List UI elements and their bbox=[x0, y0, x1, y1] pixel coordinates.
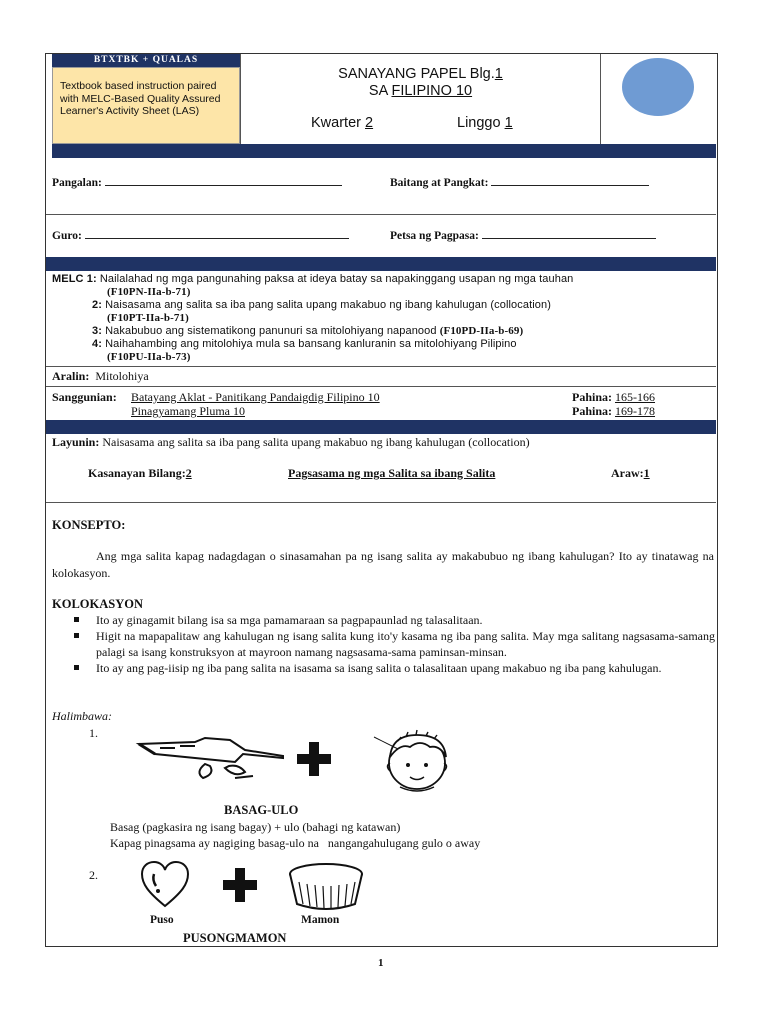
example-caption-left: Puso bbox=[150, 914, 174, 926]
list-item: Ito ay ginagamit bilang isa sa mga pamamaraan sa pagpapaunlad ng talasalitaan. bbox=[46, 612, 715, 628]
example-explanation-1: Basag (pagkasira ng isang bagay) + ulo (bahagi ng katawan) bbox=[110, 820, 401, 834]
kasanayan-title: Pagsasama ng mga Salita sa ibang Salita bbox=[288, 466, 496, 480]
petsa-field[interactable]: Petsa ng Pagpasa: bbox=[390, 230, 656, 242]
section-band bbox=[46, 420, 716, 434]
example-caption-right: Mamon bbox=[301, 914, 340, 926]
mamon-cake-icon bbox=[285, 860, 367, 912]
sanggunian-source-2: Pinagyamang Pluma 10 bbox=[131, 404, 245, 418]
divider bbox=[46, 214, 716, 215]
kasanayan-bilang: Kasanayan Bilang:2 bbox=[88, 466, 192, 480]
guro-field[interactable]: Guro: bbox=[52, 230, 349, 242]
halimbawa-label: Halimbawa: bbox=[52, 709, 112, 723]
example-explanation-2: Kapag pinagsama ay nagiging basag-ulo na nangangahulugang gulo o away bbox=[110, 836, 481, 850]
example-number: 2. bbox=[89, 868, 98, 882]
example-number: 1. bbox=[89, 726, 98, 740]
list-item: Higit na mapapalitaw ang kahulugan ng isang salita kung ito'y kasama ng iba pang salita. May mga salitang nagsasama-samang palagi sa isang konstruksyon at mayroon namang nagsasama-sama paminsan-minsan. bbox=[46, 628, 715, 660]
example-word-2: PUSONGMAMON bbox=[183, 931, 287, 945]
melc-list bbox=[52, 273, 712, 364]
boy-head-icon bbox=[370, 727, 465, 795]
plus-icon bbox=[223, 868, 257, 902]
pangalan-field[interactable]: Pangalan: bbox=[52, 177, 342, 189]
plus-icon bbox=[297, 742, 331, 776]
header-band bbox=[52, 144, 716, 158]
sanggunian-pages-1: Pahina: 165-166 bbox=[572, 390, 656, 404]
melc-code: (F10PU-IIa-b-73) bbox=[107, 351, 191, 363]
school-logo-placeholder bbox=[622, 58, 694, 116]
worksheet-title: SANAYANG PAPEL Blg.1 bbox=[338, 66, 503, 82]
sanggunian-source-1: Batayang Aklat - Panitikang Pandaigdig Filipino 10 bbox=[131, 390, 380, 404]
divider bbox=[600, 54, 601, 144]
melc-code: (F10PT-IIa-b-71) bbox=[107, 312, 189, 324]
melc-item: MELC 1: Nailalahad ng mga pangunahing paksa at ideya batay sa napakinggang usapan ng mga tauhan bbox=[52, 273, 574, 285]
kolokasyon-heading: KOLOKASYON bbox=[52, 597, 143, 611]
page-number: 1 bbox=[378, 957, 384, 969]
list-item: Ito ay ang pag-iisip ng iba pang salita na isasama sa isang salita o talasalitaan upang makabuo ng iba pang kahulugan. bbox=[46, 660, 715, 676]
program-badge: BTXTBK + QUALAS bbox=[52, 54, 240, 67]
kolokasyon-list bbox=[46, 612, 715, 676]
divider bbox=[46, 502, 716, 503]
sanggunian-pages-2: Pahina: 169-178 bbox=[572, 404, 656, 418]
kwarter: Kwarter 2 bbox=[311, 115, 374, 131]
melc-item: 3: Nakabubuo ang sistematikong panunuri sa mitolohiyang napanood (F10PD-IIa-b-69) bbox=[92, 325, 524, 337]
broken-object-icon bbox=[135, 734, 285, 784]
heart-icon bbox=[140, 860, 190, 910]
example-word-1: BASAG-ULO bbox=[224, 803, 299, 817]
program-description: Textbook based instruction paired with MELC-Based Quality Assured Learner's Activity Sheet (LAS) bbox=[52, 67, 240, 144]
layunin: Layunin: Naisasama ang salita sa iba pang salita upang makabuo ng ibang kahulugan (collocation) bbox=[52, 435, 530, 449]
sanggunian-label-bold: Sanggunian: bbox=[52, 390, 117, 404]
aralin: Aralin: Mitolohiya bbox=[52, 369, 149, 383]
linggo: Linggo 1 bbox=[457, 115, 513, 131]
baitang-field[interactable]: Baitang at Pangkat: bbox=[390, 177, 649, 189]
melc-code: (F10PN-IIa-b-71) bbox=[107, 286, 191, 298]
konsepto-paragraph: Ang mga salita kapag nadagdagan o sinasamahan pa ng isang salita ay makabubuo ng ibang kahulugan? Ito ay tinatawag na kolokasyon. bbox=[52, 549, 714, 580]
worksheet-subject: SA FILIPINO 10 bbox=[368, 83, 473, 99]
section-band bbox=[46, 257, 716, 271]
araw: Araw:1 bbox=[611, 466, 650, 480]
konsepto-heading: KONSEPTO: bbox=[52, 518, 126, 532]
divider bbox=[46, 386, 716, 387]
melc-item: 2: Naisasama ang salita sa iba pang salita upang makabuo ng ibang kahulugan (collocation) bbox=[92, 299, 551, 311]
divider bbox=[46, 366, 716, 367]
melc-item: 4: Naihahambing ang mitolohiya mula sa bansang kanluranin sa mitolohiyang Pilipino bbox=[92, 338, 517, 350]
